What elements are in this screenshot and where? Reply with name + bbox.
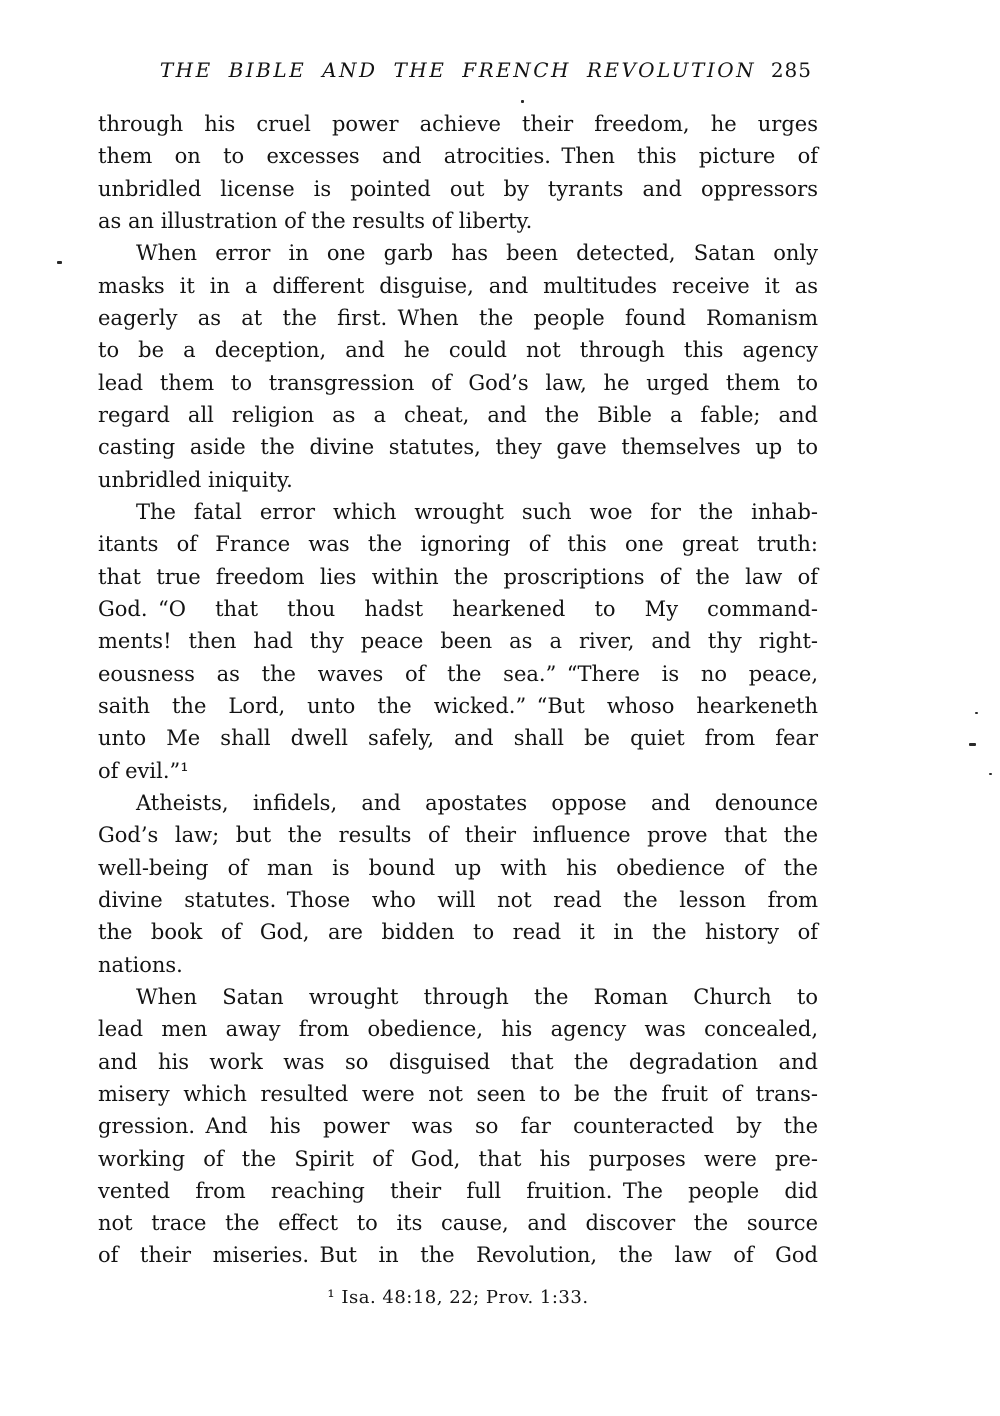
text-line: and his work was so disguised that the degradation and xyxy=(98,1049,818,1074)
text-line: well-being of man is bound up with his obedience of the xyxy=(98,855,818,880)
text-line: eousness as the waves of the sea.” “There is no peace, xyxy=(98,661,818,686)
text-line: to be a deception, and he could not through this agency xyxy=(98,338,818,363)
scan-speck xyxy=(975,712,978,714)
text-line: lead them to transgression of God’s law, he urged them to xyxy=(98,370,818,395)
text-line: ments! then had thy peace been as a river, and thy right- xyxy=(98,629,818,654)
text-line: unto Me shall dwell safely, and shall be quiet from fear xyxy=(98,726,818,751)
text-line: lead men away from obedience, his agency was concealed, xyxy=(98,1017,818,1042)
text-line: masks it in a different disguise, and multitudes receive it as xyxy=(98,273,818,298)
paragraph xyxy=(98,787,818,981)
text-line: God. “O that thou hadst hearkened to My command- xyxy=(98,596,818,621)
text-line: casting aside the divine statutes, they gave themselves up to xyxy=(98,435,818,460)
text-line: vented from reaching their full fruition. The people did xyxy=(98,1178,818,1203)
text-line: saith the Lord, unto the wicked.” “But whoso hearkeneth xyxy=(98,693,818,718)
text-line: eagerly as at the first. When the people found Romanism xyxy=(98,305,818,330)
text-line: gression. And his power was so far counteracted by the xyxy=(98,1114,818,1139)
scan-speck xyxy=(989,773,992,775)
paragraph xyxy=(98,496,818,787)
text-line: When error in one garb has been detected, Satan only xyxy=(136,241,818,266)
running-head-title: THE BIBLE AND THE FRENCH REVOLUTION xyxy=(159,58,757,82)
text-line: not trace the effect to its cause, and discover the source xyxy=(98,1211,818,1236)
text-line: through his cruel power achieve their freedom, he urges xyxy=(98,112,818,136)
text-line: that true freedom lies within the proscriptions of the law of xyxy=(98,564,818,589)
paragraph xyxy=(98,237,818,496)
text-line: God’s law; but the results of their influence prove that the xyxy=(98,823,818,848)
text-line: unbridled license is pointed out by tyrants and oppressors xyxy=(98,176,818,201)
footnote: ¹ Isa. 48:18, 22; Prov. 1:33. xyxy=(327,1287,589,1308)
text-line: of their miseries. But in the Revolution, the law of God xyxy=(98,1243,818,1268)
text-line: as an illustration of the results of liberty. xyxy=(98,208,533,233)
text-line: itants of France was the ignoring of this one great truth: xyxy=(98,532,818,557)
paragraph xyxy=(98,108,818,237)
scan-speck xyxy=(57,261,62,264)
page-body xyxy=(98,108,818,1272)
text-line: divine statutes. Those who will not read the lesson from xyxy=(98,887,818,912)
text-line: them on to excesses and atrocities. Then this picture of xyxy=(98,144,818,169)
scan-speck xyxy=(521,100,524,103)
paragraph xyxy=(98,981,818,1272)
text-line: the book of God, are bidden to read it in the history of xyxy=(98,920,818,945)
text-line: The fatal error which wrought such woe for the inhab- xyxy=(136,499,818,524)
text-line: When Satan wrought through the Roman Church to xyxy=(136,984,818,1009)
text-line: regard all religion as a cheat, and the Bible a fable; and xyxy=(98,402,818,427)
running-head xyxy=(98,58,818,88)
text-line: of evil.”¹ xyxy=(98,758,189,783)
text-line: unbridled iniquity. xyxy=(98,467,293,492)
text-line: nations. xyxy=(98,952,183,977)
text-line: Atheists, infidels, and apostates oppose and denounce xyxy=(136,790,818,815)
text-line: misery which resulted were not seen to be the fruit of trans- xyxy=(98,1081,818,1106)
scan-speck xyxy=(969,743,976,746)
page-number: 285 xyxy=(770,58,812,82)
text-line: working of the Spirit of God, that his purposes were pre- xyxy=(98,1146,818,1171)
